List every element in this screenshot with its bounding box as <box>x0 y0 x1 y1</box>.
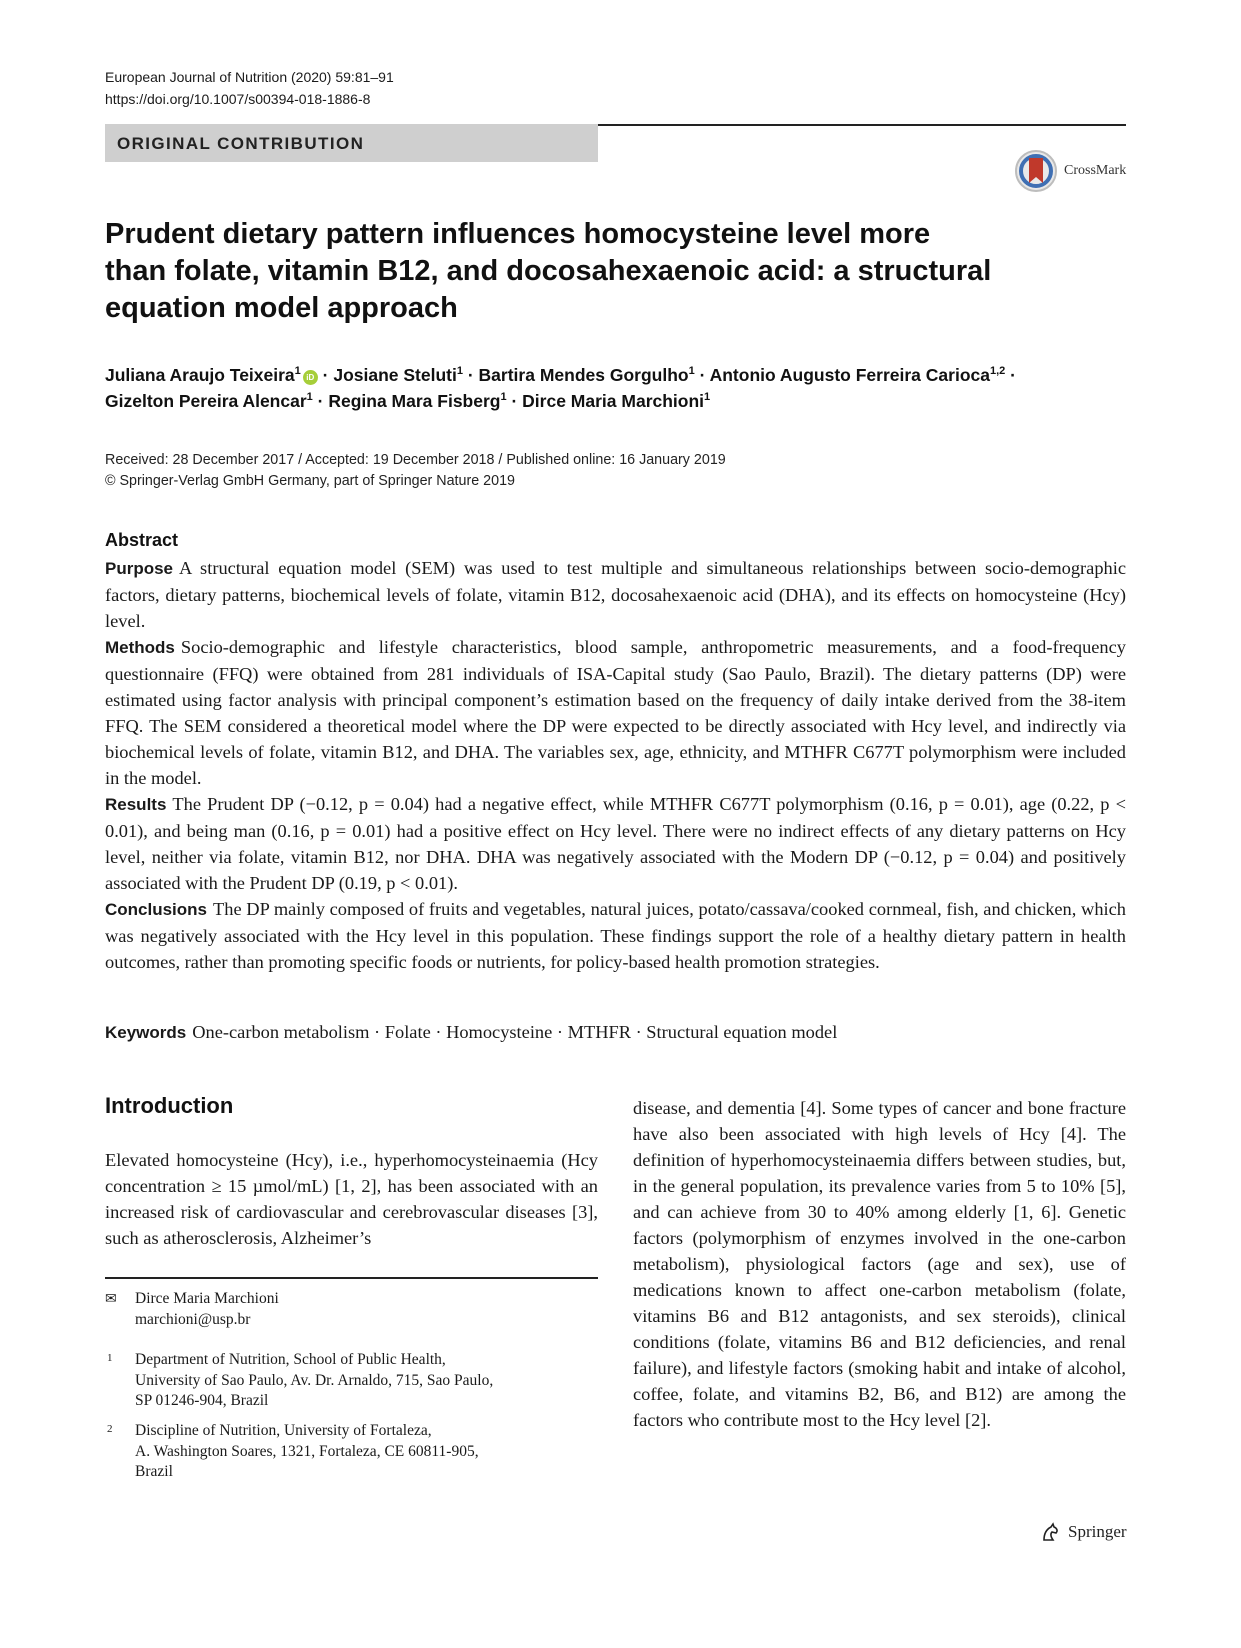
author-name[interactable]: Gizelton Pereira Alencar <box>105 391 307 411</box>
author-affiliation: 1 <box>294 365 301 377</box>
author-name[interactable]: Bartira Mendes Gorgulho <box>478 365 689 385</box>
journal-citation <box>105 66 394 110</box>
title-line: Prudent dietary pattern influences homocysteine level more <box>105 218 931 250</box>
footnote-rule <box>105 1277 598 1279</box>
affiliation-footnote <box>105 1421 598 1483</box>
methods-text: Socio-demographic and lifestyle characteristics, blood sample, anthropometric measurements, and a food-frequency questionnaire (FFQ) were obtained from 281 individuals of ISA-Capital study (Sao Paulo, Brazil). The dietary patterns (DP) were estimated using factor analysis with principal component’s estimation based on the frequency of daily intake derived from the 38-item FFQ. The SEM considered a theoretical model where the DP were expected to be directly associated with Hcy level, and indirectly via biochemical levels of folate, vitamin B12, and DHA. The variables sex, age, ethnicity, and MTHFR C677T polymorphism were included in the model. <box>105 637 1126 788</box>
results-label: Results <box>105 795 167 814</box>
abstract-conclusions <box>105 896 1126 975</box>
author-name[interactable]: Regina Mara Fisberg <box>328 391 501 411</box>
abstract-methods <box>105 634 1126 791</box>
affiliation-line: Discipline of Nutrition, University of Fortaleza, <box>135 1422 432 1439</box>
introduction-heading: Introduction <box>105 1093 234 1118</box>
affiliation-number: 1 <box>107 1352 113 1364</box>
author-list: Juliana Araujo Teixeira$^1$iD · Josiane Steluti$^1$ · Bartira Mendes Gorgulho$^1$ · Antonio Augusto Ferreira Carioca$^{1,2}$ · Gizelton Pereira Alencar$^1$ · Regina Mara Fisberg$^1$ · Dirce Maria Marchioni$^1$ <box>105 365 1016 411</box>
affiliation-line: SP 01246-904, Brazil <box>135 1392 269 1409</box>
introduction-left-column: Elevated homocysteine (Hcy), i.e., hyperhomocysteinaemia (Hcy concentration ≥ 15 µmol/mL) [1, 2], has been associated with an increased risk of cardiovascular and cerebrovascular diseases [3], such as atherosclerosis, Alzheimer’s <box>105 1150 598 1248</box>
abstract-purpose <box>105 555 1126 634</box>
author-name[interactable]: Dirce Maria Marchioni <box>522 391 705 411</box>
author-affiliation: 1 <box>456 365 463 377</box>
crossmark-label: CrossMark <box>1064 163 1127 178</box>
corresponding-name: Dirce Maria Marchioni <box>135 1290 279 1307</box>
keywords <box>105 1019 837 1046</box>
abstract-results <box>105 791 1126 896</box>
author-name[interactable]: Antonio Augusto Ferreira Carioca <box>709 365 990 385</box>
author-name[interactable]: Juliana Araujo Teixeira <box>105 365 295 385</box>
springer-horse-icon <box>1040 1521 1062 1543</box>
keywords-label: Keywords <box>105 1023 187 1042</box>
abstract-heading: Abstract <box>105 530 179 550</box>
section-label: ORIGINAL CONTRIBUTION <box>117 134 365 153</box>
copyright-line: © Springer-Verlag GmbH Germany, part of Springer Nature 2019 <box>105 473 515 489</box>
envelope-icon: ✉ <box>105 1292 117 1307</box>
author-name[interactable]: Josiane Steluti <box>333 365 457 385</box>
publisher-label: Springer <box>1068 1522 1127 1541</box>
affiliation-line: University of Sao Paulo, Av. Dr. Arnaldo, 715, Sao Paulo, <box>135 1371 494 1389</box>
affiliation-line: Department of Nutrition, School of Public Health, <box>135 1351 446 1368</box>
author-affiliation: 1 <box>500 391 507 403</box>
doi-link[interactable]: https://doi.org/10.1007/s00394-018-1886-8 <box>105 91 371 107</box>
journal-line: European Journal of Nutrition (2020) 59:81–91 <box>105 69 394 85</box>
results-text: The Prudent DP (−0.12, p = 0.04) had a negative effect, while MTHFR C677T polymorphism (0.16, p = 0.01), age (0.22, p < 0.01), and being man (0.16, p = 0.01) had a positive effect on Hcy level. There were no indirect effects of any dietary patterns on Hcy level, neither via folate, vitamin B12, nor DHA. DHA was negatively associated with the Modern DP (−0.12, p = 0.04) and positively associated with the Prudent DP (0.19, p < 0.01). <box>105 794 1126 893</box>
introduction-right-column: disease, and dementia [4]. Some types of cancer and bone fracture have also been associated with high levels of Hcy [4]. The definition of hyperhomocysteinaemia differs between studies, but, in the general population, its prevalence varies from 5 to 10% [5], and can achieve from 30 to 40% among elderly [1, 6]. Genetic factors (polymorphism of enzymes involved in the one-carbon metabolism), physiological factors (age and sex), use of medications known to affect one-carbon metabolism (folate, vitamins B6 and B12 antagonists, and sex steroids), clinical conditions (folate, vitamins B6 and B12 deficiencies, and renal failure), and lifestyle factors (smoking habit and intake of alcohol, coffee, folate, and vitamins B2, B6, and B12) are among the factors who contribute most to the Hcy level [2]. <box>633 1098 1126 1430</box>
conclusions-text: The DP mainly composed of fruits and vegetables, natural juices, potato/cassava/cooked cornmeal, fish, and chicken, which was negatively associated with the Hcy level in this population. These findings support the role of a healthy dietary pattern in health outcomes, rather than promoting specific foods or nutrients, for policy-based health promotion strategies. <box>105 899 1126 972</box>
title-line: equation model approach <box>105 292 458 324</box>
keywords-text: One-carbon metabolism · Folate · Homocysteine · MTHFR · Structural equation model <box>192 1022 838 1042</box>
author-affiliation: 1 <box>306 391 313 403</box>
methods-label: Methods <box>105 638 175 657</box>
orcid-icon[interactable]: iD <box>303 370 318 385</box>
affiliation-number: 2 <box>107 1423 113 1435</box>
abstract <box>105 530 1126 975</box>
affiliation-footnote <box>105 1350 598 1412</box>
author-affiliation: 1 <box>704 391 711 403</box>
conclusions-label: Conclusions <box>105 900 208 919</box>
title-line: than folate, vitamin B12, and docosahexaenoic acid: a structural <box>105 255 992 287</box>
author-affiliation: 1,2 <box>989 365 1006 377</box>
corresponding-email[interactable]: marchioni@usp.br <box>135 1310 251 1328</box>
header-rule <box>598 124 1126 126</box>
paper-title <box>105 216 1065 327</box>
publication-dates <box>105 450 726 492</box>
dates-line: Received: 28 December 2017 / Accepted: 19 December 2018 / Published online: 16 January 2019 <box>105 452 726 468</box>
purpose-label: Purpose <box>105 559 174 578</box>
purpose-text: A structural equation model (SEM) was used to test multiple and simultaneous relationships between socio-demographic factors, dietary patterns, biochemical levels of folate, vitamin B12, docosahexaenoic acid (DHA), and its effects on homocysteine (Hcy) level. <box>105 558 1126 631</box>
crossmark-icon <box>1014 149 1058 193</box>
crossmark-badge[interactable] <box>1014 149 1126 193</box>
corresponding-author <box>105 1289 279 1330</box>
publisher-logo <box>1040 1521 1127 1543</box>
affiliation-line: A. Washington Soares, 1321, Fortaleza, CE 60811-905, <box>135 1442 479 1460</box>
affiliation-line: Brazil <box>135 1463 173 1480</box>
author-affiliation: 1 <box>688 365 695 377</box>
